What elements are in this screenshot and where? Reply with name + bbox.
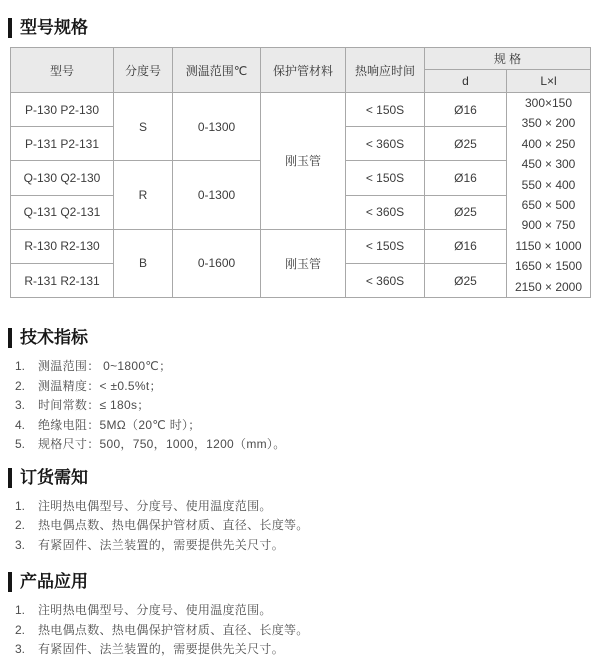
list-item <box>0 516 600 536</box>
table-row <box>11 93 591 127</box>
list-item-number: 5. <box>15 437 26 452</box>
list-item-text: 有紧固件、法兰装置的，需要提供先关尺寸。 <box>38 537 285 552</box>
section-model-spec-header <box>12 18 600 38</box>
cell-response-time: < 360S <box>346 127 425 161</box>
lxl-value: 900 × 750 <box>521 218 576 233</box>
cell-graduation-s: S <box>114 93 173 161</box>
product-spec-page <box>0 18 600 661</box>
apply-list <box>0 601 600 660</box>
list-item-number: 2. <box>15 622 26 637</box>
list-item-number: 4. <box>15 417 26 432</box>
section-order-header <box>12 468 600 488</box>
cell-response-time: < 360S <box>346 264 425 298</box>
cell-temp-range: 0-1600 <box>173 229 261 298</box>
cell-model: Q-131 Q2-131 <box>11 195 114 229</box>
cell-graduation-r: R <box>114 161 173 230</box>
cell-response-time: < 150S <box>346 229 425 264</box>
cell-response-time: < 360S <box>346 195 425 229</box>
section-tech-header <box>12 328 600 348</box>
lxl-value: 350 × 200 <box>521 116 576 131</box>
list-item-number: 1. <box>15 498 26 513</box>
col-header-model: 型号 <box>11 48 114 93</box>
cell-tube-material: 刚玉管 <box>261 229 346 298</box>
list-item <box>0 377 600 397</box>
list-item-number: 2. <box>15 518 26 533</box>
lxl-value: 400 × 250 <box>521 136 576 151</box>
spec-table <box>10 47 591 298</box>
cell-diameter: Ø16 <box>425 229 507 264</box>
list-item <box>0 435 600 455</box>
list-item-number: 3. <box>15 398 26 413</box>
list-item-number: 2. <box>15 378 26 393</box>
col-header-spec: 规 格 <box>425 48 591 70</box>
col-header-d: d <box>425 70 507 93</box>
list-item-text: 测温精度：< ±0.5%t； <box>38 378 162 393</box>
section-title-tech: 技术指标 <box>8 328 600 348</box>
cell-diameter: Ø16 <box>425 161 507 196</box>
cell-model: R-130 R2-130 <box>11 229 114 264</box>
lxl-value: 650 × 500 <box>521 198 576 213</box>
cell-model: R-131 R2-131 <box>11 264 114 298</box>
lxl-value: 1150 × 1000 <box>515 238 582 253</box>
cell-response-time: < 150S <box>346 93 425 127</box>
lxl-value: 300×150 <box>524 96 573 110</box>
cell-response-time: < 150S <box>346 161 425 196</box>
cell-diameter: Ø16 <box>425 93 507 127</box>
section-title-apply: 产品应用 <box>8 572 600 592</box>
lxl-value: 2150 × 2000 <box>514 279 583 294</box>
section-apply-header <box>12 572 600 592</box>
col-header-temp-range: 测温范围℃ <box>173 48 261 93</box>
lxl-value: 450 × 300 <box>521 157 576 172</box>
cell-model: P-130 P2-130 <box>11 93 114 127</box>
col-header-response-time: 热响应时间 <box>346 48 425 93</box>
cell-graduation-b: B <box>114 229 173 298</box>
list-item <box>0 621 600 641</box>
list-item <box>0 601 600 621</box>
list-item-text: 热电偶点数、热电偶保护管材质、直径、长度等。 <box>38 518 309 533</box>
lxl-value: 550 × 400 <box>521 177 576 192</box>
cell-temp-range: 0-1300 <box>173 93 261 161</box>
list-item-text: 测温范围： 0~1800℃； <box>38 359 172 374</box>
cell-diameter: Ø25 <box>425 264 507 298</box>
cell-diameter: Ø25 <box>425 127 507 161</box>
cell-temp-range: 0-1300 <box>173 161 261 230</box>
list-item-number: 3. <box>15 537 26 552</box>
cell-lxl-list <box>507 93 591 298</box>
cell-model: P-131 P2-131 <box>11 127 114 161</box>
cell-tube-material: 刚玉管 <box>261 93 346 230</box>
list-item <box>0 416 600 436</box>
list-item-text: 时间常数：≤ 180s； <box>38 398 150 413</box>
list-item-number: 3. <box>15 642 26 657</box>
lxl-value: 1650 × 1500 <box>514 259 583 274</box>
list-item-text: 规格尺寸：500，750，1000，1200（mm）。 <box>38 437 286 452</box>
cell-model: Q-130 Q2-130 <box>11 161 114 196</box>
list-item-number: 1. <box>15 359 26 374</box>
list-item <box>0 536 600 556</box>
list-item-text: 绝缘电阻：5MΩ（20℃ 时）； <box>38 417 201 432</box>
list-item-text: 热电偶点数、热电偶保护管材质、直径、长度等。 <box>38 622 309 637</box>
section-title-model-spec: 型号规格 <box>8 18 600 38</box>
list-item-text: 有紧固件、法兰装置的，需要提供先关尺寸。 <box>38 642 285 657</box>
tech-list <box>0 357 600 455</box>
cell-diameter: Ø25 <box>425 195 507 229</box>
list-item <box>0 357 600 377</box>
section-title-order: 订货需知 <box>8 468 600 488</box>
table-row <box>11 229 591 264</box>
list-item <box>0 396 600 416</box>
order-list <box>0 497 600 556</box>
list-item <box>0 497 600 517</box>
col-header-graduation: 分度号 <box>114 48 173 93</box>
col-header-tube-material: 保护管材料 <box>261 48 346 93</box>
col-header-lxl: L×l <box>507 70 591 93</box>
list-item-text: 注明热电偶型号、分度号、使用温度范围。 <box>38 498 272 513</box>
list-item-number: 1. <box>15 603 26 618</box>
list-item-text: 注明热电偶型号、分度号、使用温度范围。 <box>38 603 272 618</box>
